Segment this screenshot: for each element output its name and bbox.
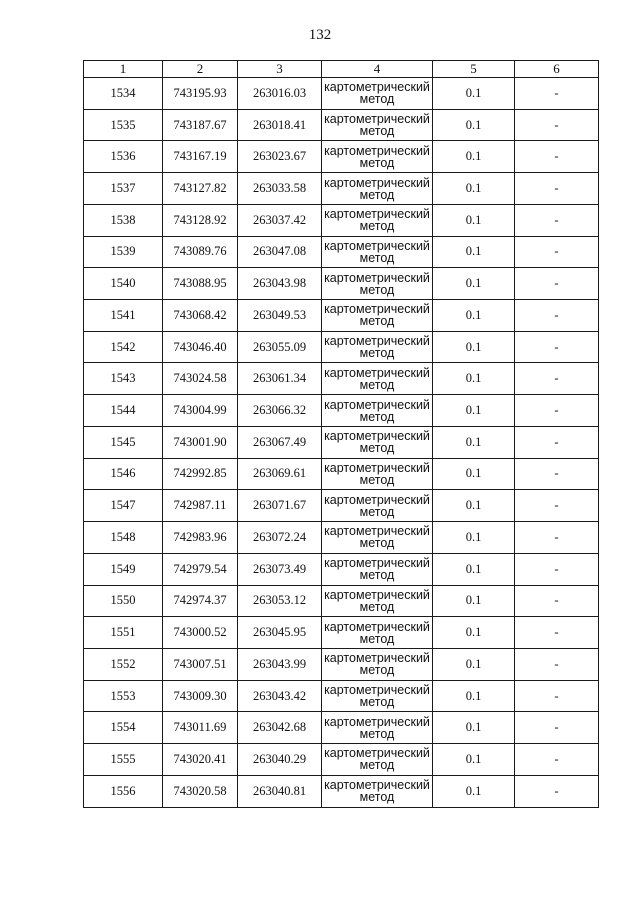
accuracy-cell: 0.1 <box>433 648 515 680</box>
table-row <box>84 78 599 110</box>
table-row <box>84 617 599 649</box>
accuracy-cell: 0.1 <box>433 426 515 458</box>
method-cell: картометрический метод <box>322 744 433 776</box>
point-number-cell: 1552 <box>84 648 163 680</box>
point-number-cell: 1537 <box>84 173 163 205</box>
column-header: 6 <box>515 61 599 78</box>
note-cell: - <box>515 490 599 522</box>
method-cell: картометрический метод <box>322 204 433 236</box>
column-header: 1 <box>84 61 163 78</box>
y-coordinate-cell: 263016.03 <box>238 78 322 110</box>
accuracy-cell: 0.1 <box>433 522 515 554</box>
point-number-cell: 1541 <box>84 300 163 332</box>
point-number-cell: 1554 <box>84 712 163 744</box>
table-row <box>84 236 599 268</box>
accuracy-cell: 0.1 <box>433 617 515 649</box>
accuracy-cell: 0.1 <box>433 490 515 522</box>
x-coordinate-cell: 743195.93 <box>163 78 238 110</box>
y-coordinate-cell: 263045.95 <box>238 617 322 649</box>
note-cell: - <box>515 141 599 173</box>
table-row <box>84 395 599 427</box>
accuracy-cell: 0.1 <box>433 331 515 363</box>
x-coordinate-cell: 742983.96 <box>163 522 238 554</box>
note-cell: - <box>515 331 599 363</box>
x-coordinate-cell: 743127.82 <box>163 173 238 205</box>
point-number-cell: 1549 <box>84 553 163 585</box>
y-coordinate-cell: 263033.58 <box>238 173 322 205</box>
table-row <box>84 268 599 300</box>
accuracy-cell: 0.1 <box>433 363 515 395</box>
column-header: 3 <box>238 61 322 78</box>
note-cell: - <box>515 553 599 585</box>
point-number-cell: 1544 <box>84 395 163 427</box>
column-header: 4 <box>322 61 433 78</box>
accuracy-cell: 0.1 <box>433 458 515 490</box>
table-row <box>84 363 599 395</box>
x-coordinate-cell: 743046.40 <box>163 331 238 363</box>
point-number-cell: 1551 <box>84 617 163 649</box>
x-coordinate-cell: 743001.90 <box>163 426 238 458</box>
method-cell: картометрический метод <box>322 300 433 332</box>
accuracy-cell: 0.1 <box>433 109 515 141</box>
note-cell: - <box>515 522 599 554</box>
table-row <box>84 490 599 522</box>
table-row <box>84 331 599 363</box>
x-coordinate-cell: 743020.41 <box>163 744 238 776</box>
table-row <box>84 553 599 585</box>
accuracy-cell: 0.1 <box>433 395 515 427</box>
note-cell: - <box>515 426 599 458</box>
note-cell: - <box>515 617 599 649</box>
point-number-cell: 1550 <box>84 585 163 617</box>
table-row <box>84 585 599 617</box>
note-cell: - <box>515 300 599 332</box>
method-cell: картометрический метод <box>322 490 433 522</box>
accuracy-cell: 0.1 <box>433 204 515 236</box>
y-coordinate-cell: 263049.53 <box>238 300 322 332</box>
accuracy-cell: 0.1 <box>433 553 515 585</box>
method-cell: картометрический метод <box>322 268 433 300</box>
note-cell: - <box>515 363 599 395</box>
x-coordinate-cell: 743068.42 <box>163 300 238 332</box>
point-number-cell: 1545 <box>84 426 163 458</box>
method-cell: картометрический метод <box>322 426 433 458</box>
note-cell: - <box>515 775 599 807</box>
point-number-cell: 1547 <box>84 490 163 522</box>
x-coordinate-cell: 743088.95 <box>163 268 238 300</box>
point-number-cell: 1543 <box>84 363 163 395</box>
point-number-cell: 1556 <box>84 775 163 807</box>
y-coordinate-cell: 263018.41 <box>238 109 322 141</box>
accuracy-cell: 0.1 <box>433 775 515 807</box>
note-cell: - <box>515 744 599 776</box>
column-header: 2 <box>163 61 238 78</box>
note-cell: - <box>515 173 599 205</box>
method-cell: картометрический метод <box>322 109 433 141</box>
table-row <box>84 680 599 712</box>
note-cell: - <box>515 204 599 236</box>
x-coordinate-cell: 743004.99 <box>163 395 238 427</box>
method-cell: картометрический метод <box>322 522 433 554</box>
accuracy-cell: 0.1 <box>433 141 515 173</box>
x-coordinate-cell: 743089.76 <box>163 236 238 268</box>
table-row <box>84 300 599 332</box>
x-coordinate-cell: 743167.19 <box>163 141 238 173</box>
note-cell: - <box>515 78 599 110</box>
y-coordinate-cell: 263043.42 <box>238 680 322 712</box>
accuracy-cell: 0.1 <box>433 78 515 110</box>
table-row <box>84 712 599 744</box>
point-number-cell: 1553 <box>84 680 163 712</box>
accuracy-cell: 0.1 <box>433 300 515 332</box>
header-row <box>84 61 599 78</box>
method-cell: картометрический метод <box>322 458 433 490</box>
y-coordinate-cell: 263047.08 <box>238 236 322 268</box>
note-cell: - <box>515 395 599 427</box>
table-row <box>84 204 599 236</box>
method-cell: картометрический метод <box>322 236 433 268</box>
y-coordinate-cell: 263023.67 <box>238 141 322 173</box>
accuracy-cell: 0.1 <box>433 173 515 205</box>
accuracy-cell: 0.1 <box>433 712 515 744</box>
x-coordinate-cell: 742987.11 <box>163 490 238 522</box>
point-number-cell: 1539 <box>84 236 163 268</box>
table-row <box>84 426 599 458</box>
y-coordinate-cell: 263061.34 <box>238 363 322 395</box>
accuracy-cell: 0.1 <box>433 744 515 776</box>
y-coordinate-cell: 263069.61 <box>238 458 322 490</box>
point-number-cell: 1548 <box>84 522 163 554</box>
x-coordinate-cell: 743000.52 <box>163 617 238 649</box>
point-number-cell: 1538 <box>84 204 163 236</box>
table-row <box>84 109 599 141</box>
y-coordinate-cell: 263037.42 <box>238 204 322 236</box>
table-body <box>84 78 599 808</box>
x-coordinate-cell: 743128.92 <box>163 204 238 236</box>
point-number-cell: 1546 <box>84 458 163 490</box>
note-cell: - <box>515 268 599 300</box>
note-cell: - <box>515 458 599 490</box>
method-cell: картометрический метод <box>322 331 433 363</box>
y-coordinate-cell: 263040.81 <box>238 775 322 807</box>
page-number: 132 <box>308 27 332 43</box>
accuracy-cell: 0.1 <box>433 236 515 268</box>
y-coordinate-cell: 263073.49 <box>238 553 322 585</box>
y-coordinate-cell: 263043.98 <box>238 268 322 300</box>
table-row <box>84 458 599 490</box>
y-coordinate-cell: 263040.29 <box>238 744 322 776</box>
x-coordinate-cell: 743007.51 <box>163 648 238 680</box>
y-coordinate-cell: 263042.68 <box>238 712 322 744</box>
accuracy-cell: 0.1 <box>433 680 515 712</box>
y-coordinate-cell: 263043.99 <box>238 648 322 680</box>
y-coordinate-cell: 263071.67 <box>238 490 322 522</box>
method-cell: картометрический метод <box>322 712 433 744</box>
note-cell: - <box>515 680 599 712</box>
method-cell: картометрический метод <box>322 680 433 712</box>
table-row <box>84 775 599 807</box>
y-coordinate-cell: 263067.49 <box>238 426 322 458</box>
table-row <box>84 173 599 205</box>
method-cell: картометрический метод <box>322 395 433 427</box>
method-cell: картометрический метод <box>322 173 433 205</box>
point-number-cell: 1542 <box>84 331 163 363</box>
x-coordinate-cell: 743020.58 <box>163 775 238 807</box>
point-number-cell: 1536 <box>84 141 163 173</box>
method-cell: картометрический метод <box>322 585 433 617</box>
method-cell: картометрический метод <box>322 363 433 395</box>
y-coordinate-cell: 263072.24 <box>238 522 322 554</box>
point-number-cell: 1555 <box>84 744 163 776</box>
accuracy-cell: 0.1 <box>433 585 515 617</box>
table-row <box>84 744 599 776</box>
point-number-cell: 1535 <box>84 109 163 141</box>
y-coordinate-cell: 263066.32 <box>238 395 322 427</box>
coordinates-table <box>83 60 599 808</box>
x-coordinate-cell: 743187.67 <box>163 109 238 141</box>
x-coordinate-cell: 742992.85 <box>163 458 238 490</box>
method-cell: картометрический метод <box>322 553 433 585</box>
table-row <box>84 141 599 173</box>
note-cell: - <box>515 712 599 744</box>
method-cell: картометрический метод <box>322 648 433 680</box>
table-row <box>84 522 599 554</box>
note-cell: - <box>515 236 599 268</box>
table-row <box>84 648 599 680</box>
method-cell: картометрический метод <box>322 775 433 807</box>
x-coordinate-cell: 743011.69 <box>163 712 238 744</box>
y-coordinate-cell: 263055.09 <box>238 331 322 363</box>
method-cell: картометрический метод <box>322 78 433 110</box>
x-coordinate-cell: 742979.54 <box>163 553 238 585</box>
note-cell: - <box>515 585 599 617</box>
x-coordinate-cell: 743009.30 <box>163 680 238 712</box>
x-coordinate-cell: 743024.58 <box>163 363 238 395</box>
note-cell: - <box>515 109 599 141</box>
point-number-cell: 1540 <box>84 268 163 300</box>
x-coordinate-cell: 742974.37 <box>163 585 238 617</box>
y-coordinate-cell: 263053.12 <box>238 585 322 617</box>
column-header: 5 <box>433 61 515 78</box>
note-cell: - <box>515 648 599 680</box>
accuracy-cell: 0.1 <box>433 268 515 300</box>
method-cell: картометрический метод <box>322 617 433 649</box>
point-number-cell: 1534 <box>84 78 163 110</box>
method-cell: картометрический метод <box>322 141 433 173</box>
